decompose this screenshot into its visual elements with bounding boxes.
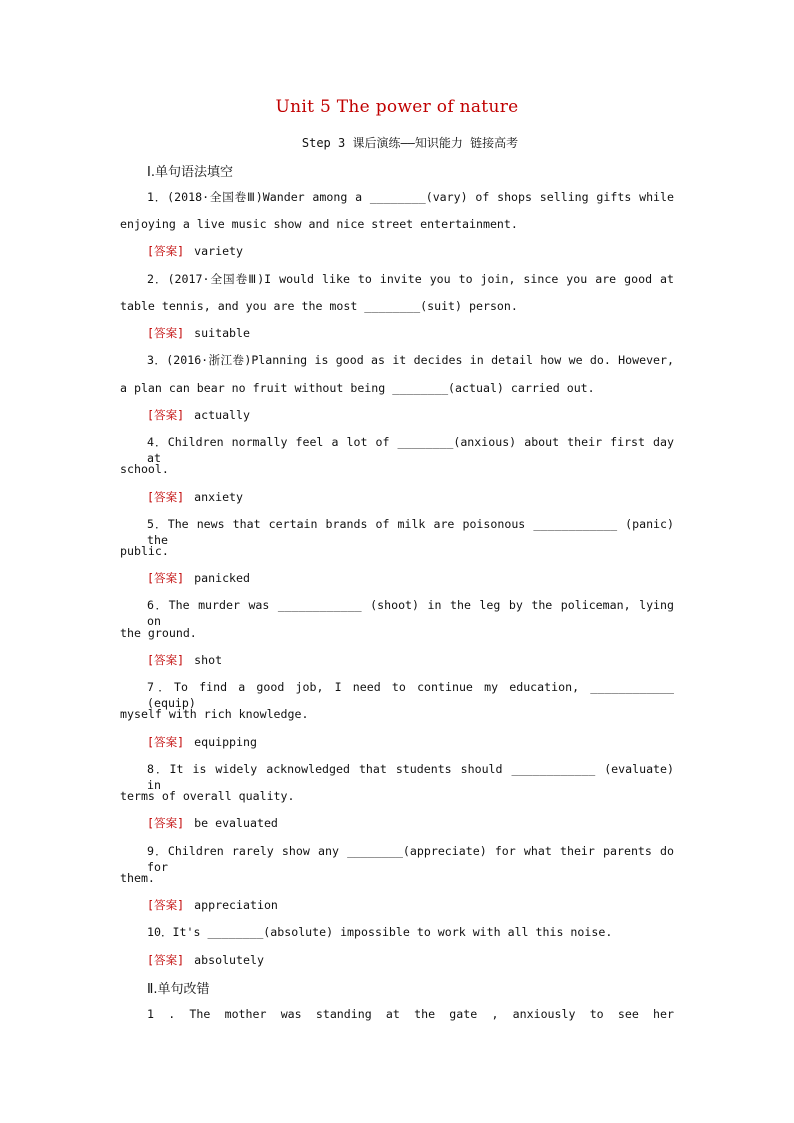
answer-tag: [答案] bbox=[147, 953, 185, 967]
question-1-line-2: enjoying a live music show and nice street entertainment. bbox=[120, 217, 518, 231]
answer-value: anxiety bbox=[194, 490, 244, 504]
answer-5 bbox=[147, 570, 674, 586]
question-6-line-2: the ground. bbox=[120, 626, 197, 640]
answer-value: panicked bbox=[194, 571, 250, 585]
answer-8 bbox=[147, 815, 674, 831]
answer-7 bbox=[147, 734, 674, 750]
question-8-line-1: 8．It is widely acknowledged that students should ____________ (evaluate) in bbox=[147, 762, 674, 792]
answer-value: shot bbox=[194, 653, 223, 667]
question-3-line-2: a plan can bear no fruit without being ________(actual) carried out. bbox=[120, 381, 595, 395]
question-8-line-2: terms of overall quality. bbox=[120, 789, 295, 803]
question-6-line-1: 6．The murder was ____________ (shoot) in the leg by the policeman, lying on bbox=[147, 598, 674, 628]
answer-value: appreciation bbox=[194, 898, 278, 912]
answer-10 bbox=[147, 952, 674, 968]
answer-value: variety bbox=[194, 244, 244, 258]
question-2-line-2: table tennis, and you are the most ________(suit) person. bbox=[120, 299, 518, 313]
question-9-line-2: them. bbox=[120, 871, 155, 885]
answer-tag: [答案] bbox=[147, 490, 185, 504]
answer-value: be evaluated bbox=[194, 816, 278, 830]
answer-9 bbox=[147, 897, 674, 913]
page-subtitle: Step 3 课后演练——知识能力 链接高考 bbox=[301, 136, 519, 150]
answer-tag: [答案] bbox=[147, 898, 185, 912]
question-3-line-1: 3．(2016·浙江卷)Planning is good as it decides in detail how we do. However, bbox=[147, 353, 674, 367]
question-2-line-1: 2．(2017·全国卷Ⅲ)I would like to invite you to join, since you are good at bbox=[147, 272, 674, 286]
answer-value: equipping bbox=[194, 735, 257, 749]
correction-1-line-1: 1 . The mother was standing at the gate , anxiously to see her bbox=[147, 1007, 674, 1021]
question-1-line-1: 1．(2018·全国卷Ⅲ)Wander among a ________(vary) of shops selling gifts while bbox=[147, 190, 674, 204]
question-10-line-1: 10．It's ________(absolute) impossible to work with all this noise. bbox=[147, 925, 613, 939]
answer-tag: [答案] bbox=[147, 571, 185, 585]
answer-value: actually bbox=[194, 408, 250, 422]
question-7-line-1: 7．To find a good job, I need to continue my education, ____________ (equip) bbox=[147, 680, 674, 710]
answer-value: absolutely bbox=[194, 953, 264, 967]
question-5-line-2: public. bbox=[120, 544, 169, 558]
answer-value: suitable bbox=[194, 326, 250, 340]
answer-3 bbox=[147, 407, 674, 423]
answer-1 bbox=[147, 243, 674, 259]
section-title-correction: Ⅱ.单句改错 bbox=[147, 982, 210, 997]
answer-tag: [答案] bbox=[147, 816, 185, 830]
section-title-fill-in: Ⅰ.单句语法填空 bbox=[147, 165, 233, 180]
question-4-line-2: school. bbox=[120, 462, 169, 476]
page-title: Unit 5 The power of nature bbox=[275, 97, 519, 117]
answer-4 bbox=[147, 489, 674, 505]
question-9-line-1: 9．Children rarely show any ________(appreciate) for what their parents do for bbox=[147, 844, 674, 874]
answer-6 bbox=[147, 652, 674, 668]
question-5-line-1: 5．The news that certain brands of milk are poisonous ____________ (panic) the bbox=[147, 517, 674, 547]
answer-2 bbox=[147, 325, 674, 341]
answer-tag: [答案] bbox=[147, 326, 185, 340]
answer-tag: [答案] bbox=[147, 653, 185, 667]
answer-tag: [答案] bbox=[147, 408, 185, 422]
question-7-line-2: myself with rich knowledge. bbox=[120, 707, 309, 721]
answer-tag: [答案] bbox=[147, 244, 185, 258]
question-4-line-1: 4．Children normally feel a lot of ________(anxious) about their first day at bbox=[147, 435, 674, 465]
answer-tag: [答案] bbox=[147, 735, 185, 749]
